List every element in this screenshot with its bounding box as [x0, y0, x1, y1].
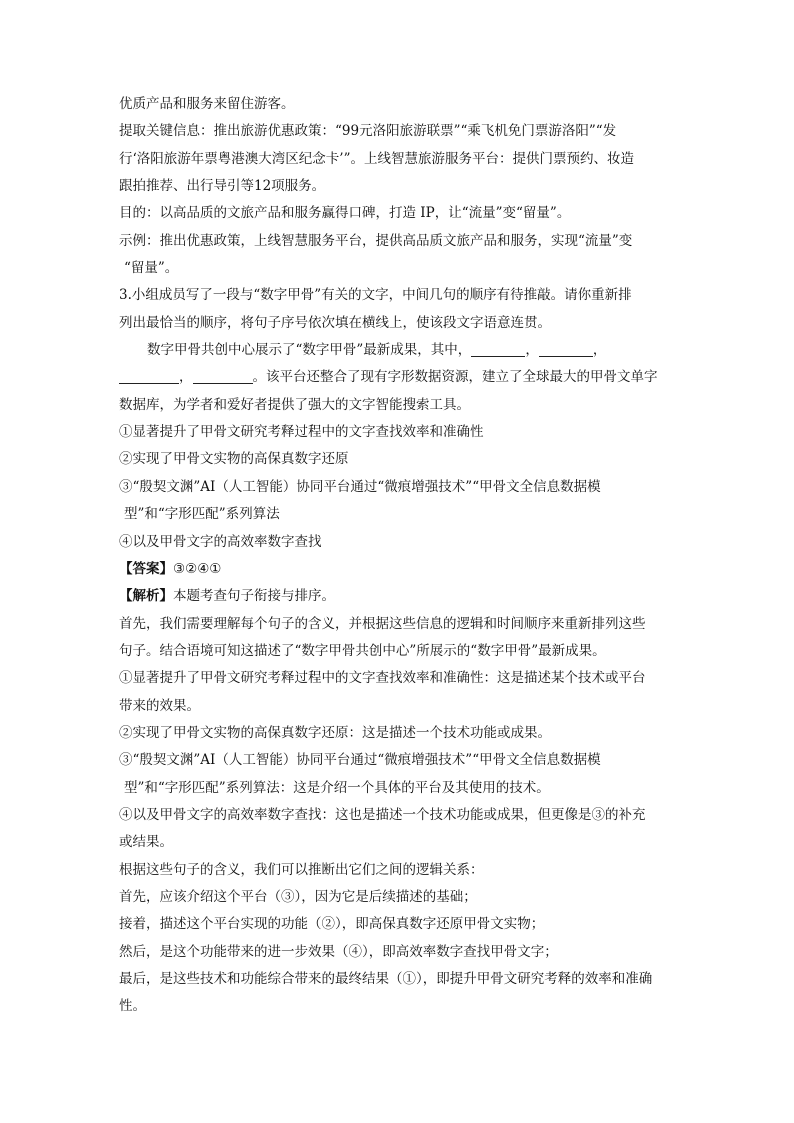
answer-blank-2[interactable]: [539, 339, 593, 357]
document-page: [119, 91, 679, 1021]
option-3: ③“殷契文渊”AI（人工智能）协同平台通过“微痕增强技术”“甲骨文全信息数据模: [119, 478, 601, 495]
text-line: 目的：以高品质的文旅产品和服务赢得口碑，打造 IP，让“流量”变“留量”。: [119, 205, 571, 222]
option-3-cont: 型”和“字形匹配”系列算法: [124, 506, 280, 523]
analysis-text-line: 首先，我们需要理解每个句子的含义，并根据这些信息的逻辑和时间顺序来重新排列这些: [119, 615, 646, 632]
option-1: ①显著提升了甲骨文研究考释过程中的文字查找效率和准确性: [119, 424, 484, 441]
analysis-text: 本题考查句子衔接与排序。: [173, 588, 335, 605]
passage-text: 数字甲骨共创中心展示了“数字甲骨”最新成果，其中，: [147, 342, 472, 359]
analysis-text-line: 接着，描述这个平台实现的功能（②），即高保真数字还原甲骨文实物；: [119, 916, 545, 933]
analysis-text-line: 然后，是这个功能带来的进一步效果（④），即高效率数字查找甲骨文字；: [119, 943, 558, 960]
text-line: “留量”。: [124, 260, 179, 277]
question-3: 3.小组成员写了一段与“数字甲骨”有关的文字，中间几句的顺序有待推敲。请你重新排: [119, 287, 632, 304]
analysis-text-line: 根据这些句子的含义，我们可以推断出它们之间的逻辑关系：: [119, 861, 484, 878]
text-line: 优质产品和服务来留住游客。: [119, 96, 295, 112]
separator: ，: [179, 369, 193, 386]
text-line: 列出最恰当的顺序，将句子序号依次填在横线上，使该段文字语意连贯。: [119, 314, 551, 331]
passage-line-1: [119, 337, 679, 364]
analysis-text-line: ①显著提升了甲骨文研究考释过程中的文字查找效率和准确性：这是描述某个技术或平台: [119, 670, 646, 687]
text-line: 行‘洛阳旅游年票粤港澳大湾区纪念卡’”。上线智慧旅游服务平台：提供门票预约、妆造: [119, 150, 634, 167]
analysis-text-line: ③“殷契文渊”AI（人工智能）协同平台通过“微痕增强技术”“甲骨文全信息数据模: [119, 752, 601, 769]
answer-tag: 【答案】: [119, 560, 173, 577]
analysis-text-line: 性。: [119, 998, 146, 1015]
passage-line-3: 数据库，为学者和爱好者提供了强大的文字智能搜索工具。: [119, 396, 470, 413]
analysis-text-line: 句子。结合语境可知这描述了“数字甲骨共创中心”所展示的“数字甲骨”最新成果。: [119, 642, 606, 659]
answer-blank-1[interactable]: [471, 339, 525, 357]
answer-blank-4[interactable]: [193, 366, 253, 384]
analysis-text-line: 带来的效果。: [119, 697, 200, 714]
answer-text: ③②④①: [173, 560, 222, 577]
analysis-line: [119, 583, 679, 610]
analysis-text-line: 或结果。: [119, 834, 173, 851]
separator: ，: [592, 342, 607, 359]
option-4: ④以及甲骨文字的高效率数字查找: [119, 533, 322, 550]
analysis-text-line: ④以及甲骨文字的高效率数字查找：这也是描述一个技术功能或成果，但更像是③的补充: [119, 806, 646, 823]
answer-blank-3[interactable]: [119, 366, 179, 384]
answer-line: [119, 556, 679, 583]
text-line: 提取关键信息：推出旅游优惠政策：“99元洛阳旅游联票”“乘飞机免门票游洛阳”“发: [119, 123, 617, 140]
text-line: 跟拍推荐、出行导引等12项服务。: [119, 178, 326, 195]
passage-line-2: [119, 364, 679, 391]
analysis-text-line: ②实现了甲骨文实物的高保真数字还原：这是描述一个技术功能或成果。: [119, 724, 551, 741]
analysis-tag: 【解析】: [119, 588, 173, 605]
passage-text: 。该平台还整合了现有字形数据资源，建立了全球最大的甲骨文单字: [252, 369, 658, 386]
analysis-text-line: 首先，应该介绍这个平台（③），因为它是后续描述的基础；: [119, 888, 477, 905]
text-line: 示例：推出优惠政策，上线智慧服务平台，提供高品质文旅产品和服务，实现“流量”变: [119, 232, 633, 249]
analysis-text-line: 最后，是这些技术和功能综合带来的最终结果（①），即提升甲骨文研究考释的效率和准确: [119, 971, 653, 987]
option-2: ②实现了甲骨文实物的高保真数字还原: [119, 451, 349, 468]
analysis-text-line: 型”和“字形匹配”系列算法：这是介绍一个具体的平台及其使用的技术。: [124, 779, 550, 796]
separator: ，: [525, 342, 539, 359]
